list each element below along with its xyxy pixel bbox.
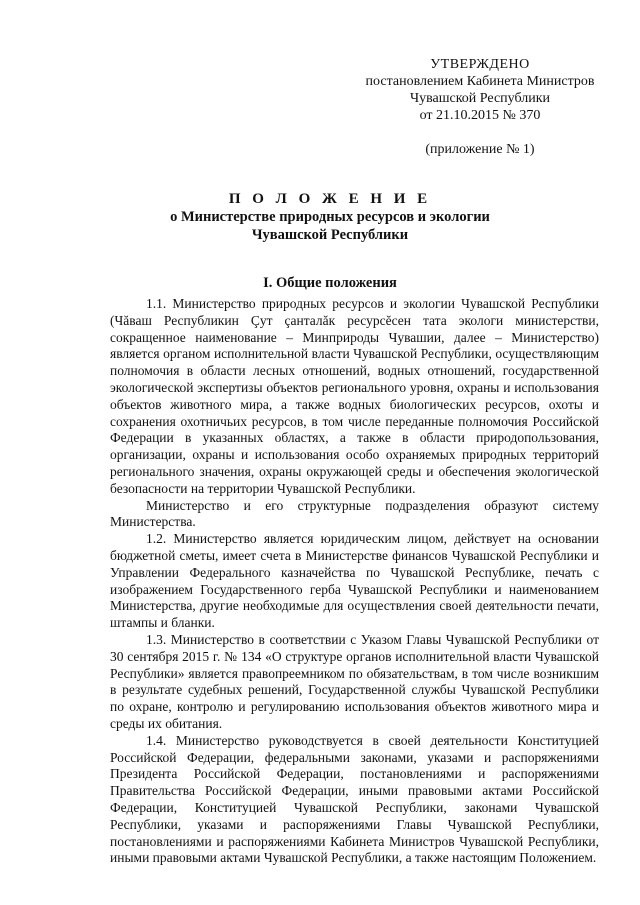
paragraph-1-4: 1.4. Министерство руководствуется в своей деятельности Конституцией Российской Федерации, федеральными законами, указами и распоряжениями Президента Российской Федерации, постановлениями и распоряжениями Правительства Российской Федерации, иными правовыми актами Российской Федерации, Конституцией Чувашской Республики, законами Чувашской Республики, указами и распоряжениями Главы Чувашской Республики, постановлениями и распоряжениями Кабинета Министров Чувашской Республики, иными правовыми актами Чувашской Республики, а также настоящим Положением.: [110, 732, 599, 866]
appendix-note: (приложение № 1): [425, 142, 535, 157]
paragraph-1-1: 1.1. Министерство природных ресурсов и экологии Чувашской Республики (Чăваш Республикин Çут çанталăк ресурсĕсен тата экологи министерстви, сокращенное наименование – Минприроды Чувашии, далее – Министерство) является органом исполнительной власти Чувашской Республики, осуществляющим полномочия в области лесных отношений, водных отношений, государственной экологической экспертизы объектов регионального уровня, охраны и использования объектов животного мира, а также водных биологических ресурсов, охоты и сохранения охотничьих ресурсов, в том числе переданные полномочия Российской Федерации в указанных областях, а также в области природопользования, организации, охраны и использования особо охраняемых природных территорий регионального значения, охраны окружающей среды и обеспечения экологической безопасности на территории Чувашской Республики.: [110, 296, 599, 496]
document-title: П О Л О Ж Е Н И Е: [228, 191, 432, 207]
section-body: [110, 296, 599, 867]
approval-line-2: Чувашской Республики: [409, 91, 551, 106]
paragraph-1-3: 1.3. Министерство в соответствии с Указом Главы Чувашской Республики от 30 сентября 2015 г. № 134 «О структуре органов исполнительной власти Чувашской Республики» является правопреемником по обязательствам, в том числе возникшим в результате судебных решений, Государственной службы Чувашской Республики по охране, контролю и регулированию использования объектов животного мира и среды их обитания.: [110, 631, 599, 731]
approval-line-3: от 21.10.2015 № 370: [419, 108, 541, 123]
document-heading: [120, 190, 540, 244]
document-subtitle-1: о Министерстве природных ресурсов и экологии: [170, 209, 490, 225]
section-heading: I. Общие положения: [263, 275, 397, 291]
approval-line-1: постановлением Кабинета Министров: [365, 74, 595, 89]
approval-stamp: [360, 56, 600, 158]
paragraph-system: Министерство и его структурные подразделения образуют систему Министерства.: [110, 497, 599, 530]
approval-title: УТВЕРЖДЕНО: [430, 57, 530, 72]
document-subtitle-2: Чувашской Республики: [251, 227, 409, 243]
paragraph-1-2: 1.2. Министерство является юридическим лицом, действует на основании бюджетной сметы, имеет счета в Министерстве финансов Чувашской Республики и Управлении Федерального казначейства по Чувашской Республике, печать с изображением Государственного герба Чувашской Республики и наименованием Министерства, другие необходимые для осуществления своей деятельности печати, штампы и бланки.: [110, 531, 599, 631]
